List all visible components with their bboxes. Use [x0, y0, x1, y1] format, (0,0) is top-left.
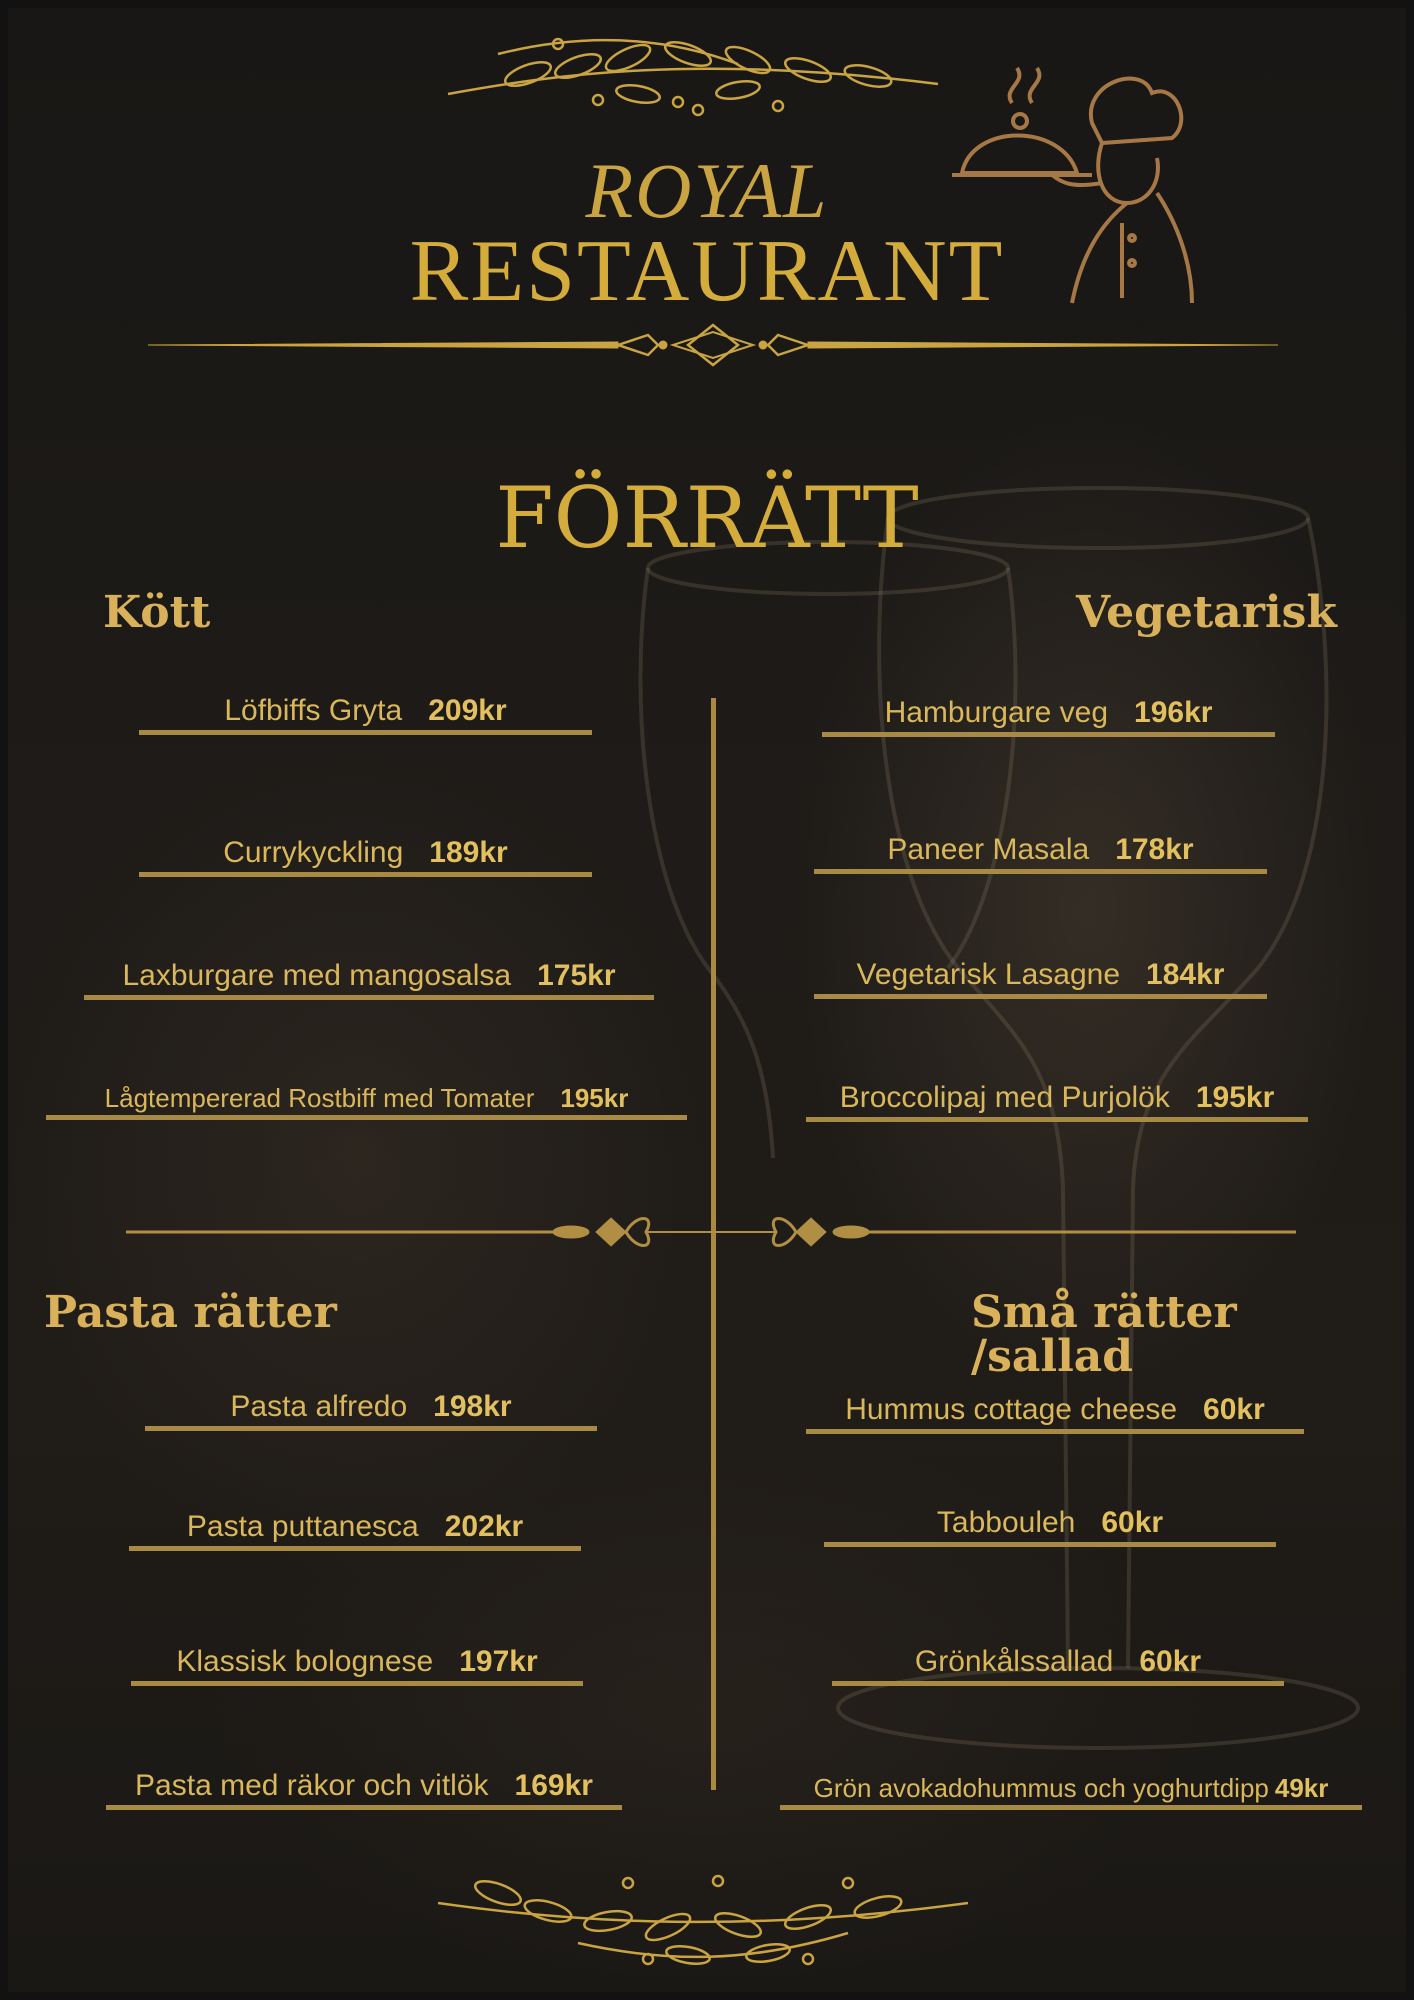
item-price: 195kr [1195, 1081, 1275, 1114]
item-name: Vegetarisk Lasagne [856, 958, 1121, 991]
item-price: 49kr [1274, 1773, 1329, 1803]
item-price: 60kr [1203, 1393, 1265, 1426]
menu-item [131, 1647, 583, 1686]
section-title-sma-ratter: Små rätter /sallad [971, 1287, 1237, 1382]
menu-item [106, 1771, 622, 1810]
item-name: Klassisk bolognese [176, 1645, 434, 1678]
item-price: 175kr [537, 959, 616, 992]
item-name: Paneer Masala [887, 833, 1090, 866]
item-name: Currykyckling [223, 836, 404, 869]
item-name: Pasta puttanesca [186, 1510, 419, 1543]
menu-item [824, 1508, 1276, 1547]
item-price: 202kr [444, 1510, 524, 1543]
menu-item [814, 960, 1267, 999]
menu-item [139, 838, 592, 877]
title-main: RESTAURANT [409, 223, 1005, 320]
menu-item [139, 696, 592, 735]
item-price: 197kr [459, 1645, 538, 1678]
item-price: 178kr [1115, 833, 1194, 866]
item-name: Hamburgare veg [884, 696, 1109, 729]
menu-item [129, 1512, 581, 1551]
menu-item [806, 1083, 1308, 1122]
menu-item [780, 1775, 1362, 1810]
title-divider-ornament [148, 320, 1278, 370]
menu-item [832, 1647, 1284, 1686]
item-price: 196kr [1134, 696, 1213, 729]
item-price: 195kr [560, 1083, 629, 1113]
menu-page [8, 8, 1406, 1992]
menu-item [46, 1085, 687, 1120]
section-title-kott: Kött [103, 587, 211, 638]
item-price: 198kr [433, 1390, 512, 1423]
top-laurel-ornament [438, 14, 958, 124]
title-script: ROYAL [585, 147, 829, 234]
item-name: Grön avokadohummus och yoghurtdipp [813, 1773, 1269, 1803]
item-price: 184kr [1146, 958, 1225, 991]
menu-heading: FÖRRÄTT [495, 469, 919, 567]
item-name: Pasta alfredo [230, 1390, 408, 1423]
middle-divider-ornament [126, 1208, 1296, 1258]
item-name: Grönkålssallad [914, 1645, 1114, 1678]
item-price: 60kr [1101, 1506, 1164, 1539]
item-price: 169kr [514, 1769, 593, 1802]
menu-item [84, 961, 654, 1000]
item-name: Laxburgare med mangosalsa [122, 959, 512, 992]
item-price: 60kr [1139, 1645, 1202, 1678]
menu-item [814, 835, 1267, 874]
item-price: 189kr [429, 836, 508, 869]
item-name: Lågtempererad Rostbiff med Tomater [104, 1083, 535, 1113]
menu-item [806, 1395, 1304, 1434]
item-name: Pasta med räkor och vitlök [135, 1769, 489, 1802]
menu-item [822, 698, 1275, 737]
section-title-pasta: Pasta rätter [44, 1287, 337, 1338]
item-name: Broccolipaj med Purjolök [839, 1081, 1170, 1114]
item-name: Hummus cottage cheese [845, 1393, 1178, 1426]
item-name: Löfbiffs Gryta [224, 694, 403, 727]
item-name: Tabbouleh [936, 1506, 1076, 1539]
menu-item [145, 1392, 597, 1431]
section-title-vegetarisk: Vegetarisk [1076, 587, 1337, 638]
bottom-laurel-ornament [428, 1863, 988, 1973]
item-price: 209kr [428, 694, 507, 727]
